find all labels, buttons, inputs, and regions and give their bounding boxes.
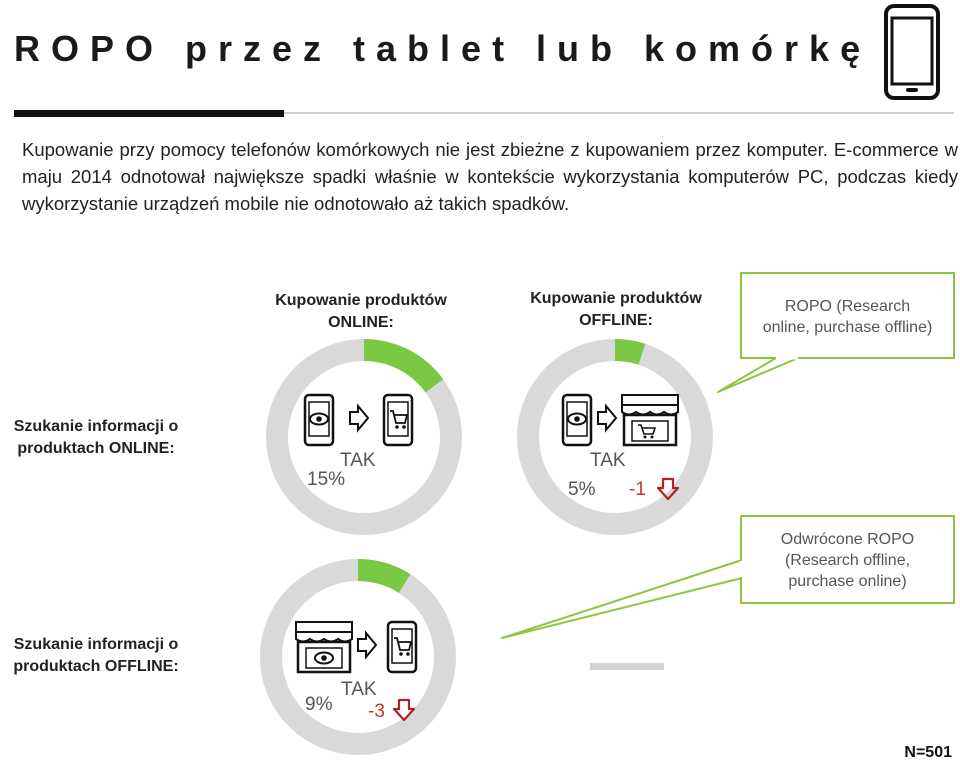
tak-label: TAK <box>341 679 377 700</box>
donut-slice <box>615 350 642 354</box>
decrease-arrow-icon <box>393 699 415 721</box>
callout-line: ROPO (Research <box>784 298 911 315</box>
donut-slice <box>364 350 434 386</box>
store-cart-icon <box>622 395 678 445</box>
callout-line: (Research offline, <box>784 552 911 569</box>
smartphone-eye-icon <box>563 395 591 445</box>
column-header-line: Kupowanie produktów <box>275 292 447 309</box>
page-title: ROPO przez tablet lub komórkę <box>14 28 872 69</box>
store-eye-icon <box>296 622 352 672</box>
callout-line: Odwrócone ROPO <box>780 531 915 548</box>
row-header-line: produktach OFFLINE: <box>13 658 179 675</box>
icon-group-online-online <box>300 393 420 449</box>
empty-cell-placeholder <box>590 663 664 670</box>
value-label: 5% <box>568 479 596 500</box>
smartphone-cart-icon <box>384 395 412 445</box>
arrow-right-icon <box>350 406 368 430</box>
ropo-callout-text <box>741 296 954 338</box>
tak-label: TAK <box>340 450 376 471</box>
column-header-line: ONLINE: <box>328 314 394 331</box>
icon-group-offline-online <box>294 620 420 676</box>
intro-paragraph: Kupowanie przy pomocy telefonów komórkowych nie jest zbieżne z kupowaniem przez komputer. E-commerce w maju 2014 odnotował największe spadki właśnie w kontekście wykorzystania komputerów PC, podczas kiedy wykorzystanie urządzeń mobile nie odnotowało aż takich spadków. <box>22 139 958 214</box>
value-label: 9% <box>305 694 333 715</box>
tak-label: TAK <box>590 450 626 471</box>
smartphone-eye-icon <box>305 395 333 445</box>
change-label: -1 <box>629 479 646 500</box>
row-header-line: Szukanie informacji o <box>13 636 179 653</box>
column-header-line: Kupowanie produktów <box>530 290 702 307</box>
arrow-right-icon <box>598 406 616 430</box>
icon-group-online-offline <box>558 393 682 449</box>
decrease-arrow-icon <box>657 478 679 500</box>
row-header-line: produktach ONLINE: <box>17 440 175 457</box>
donut-slice <box>358 570 405 584</box>
row-header-line: Szukanie informacji o <box>13 418 179 435</box>
callout-line: purchase online) <box>788 573 907 590</box>
arrow-right-icon <box>358 633 376 657</box>
column-header-line: OFFLINE: <box>579 312 653 329</box>
sample-size-label: N=501 <box>904 744 952 761</box>
value-label: 15% <box>307 469 346 490</box>
ropo-callout-pointer <box>718 358 798 392</box>
change-label: -3 <box>368 701 385 722</box>
reverse-ropo-callout-text <box>741 529 954 592</box>
callout-line: online, purchase offline) <box>762 319 933 336</box>
smartphone-cart-icon <box>388 622 416 672</box>
reverse-ropo-callout-pointer <box>502 560 742 638</box>
